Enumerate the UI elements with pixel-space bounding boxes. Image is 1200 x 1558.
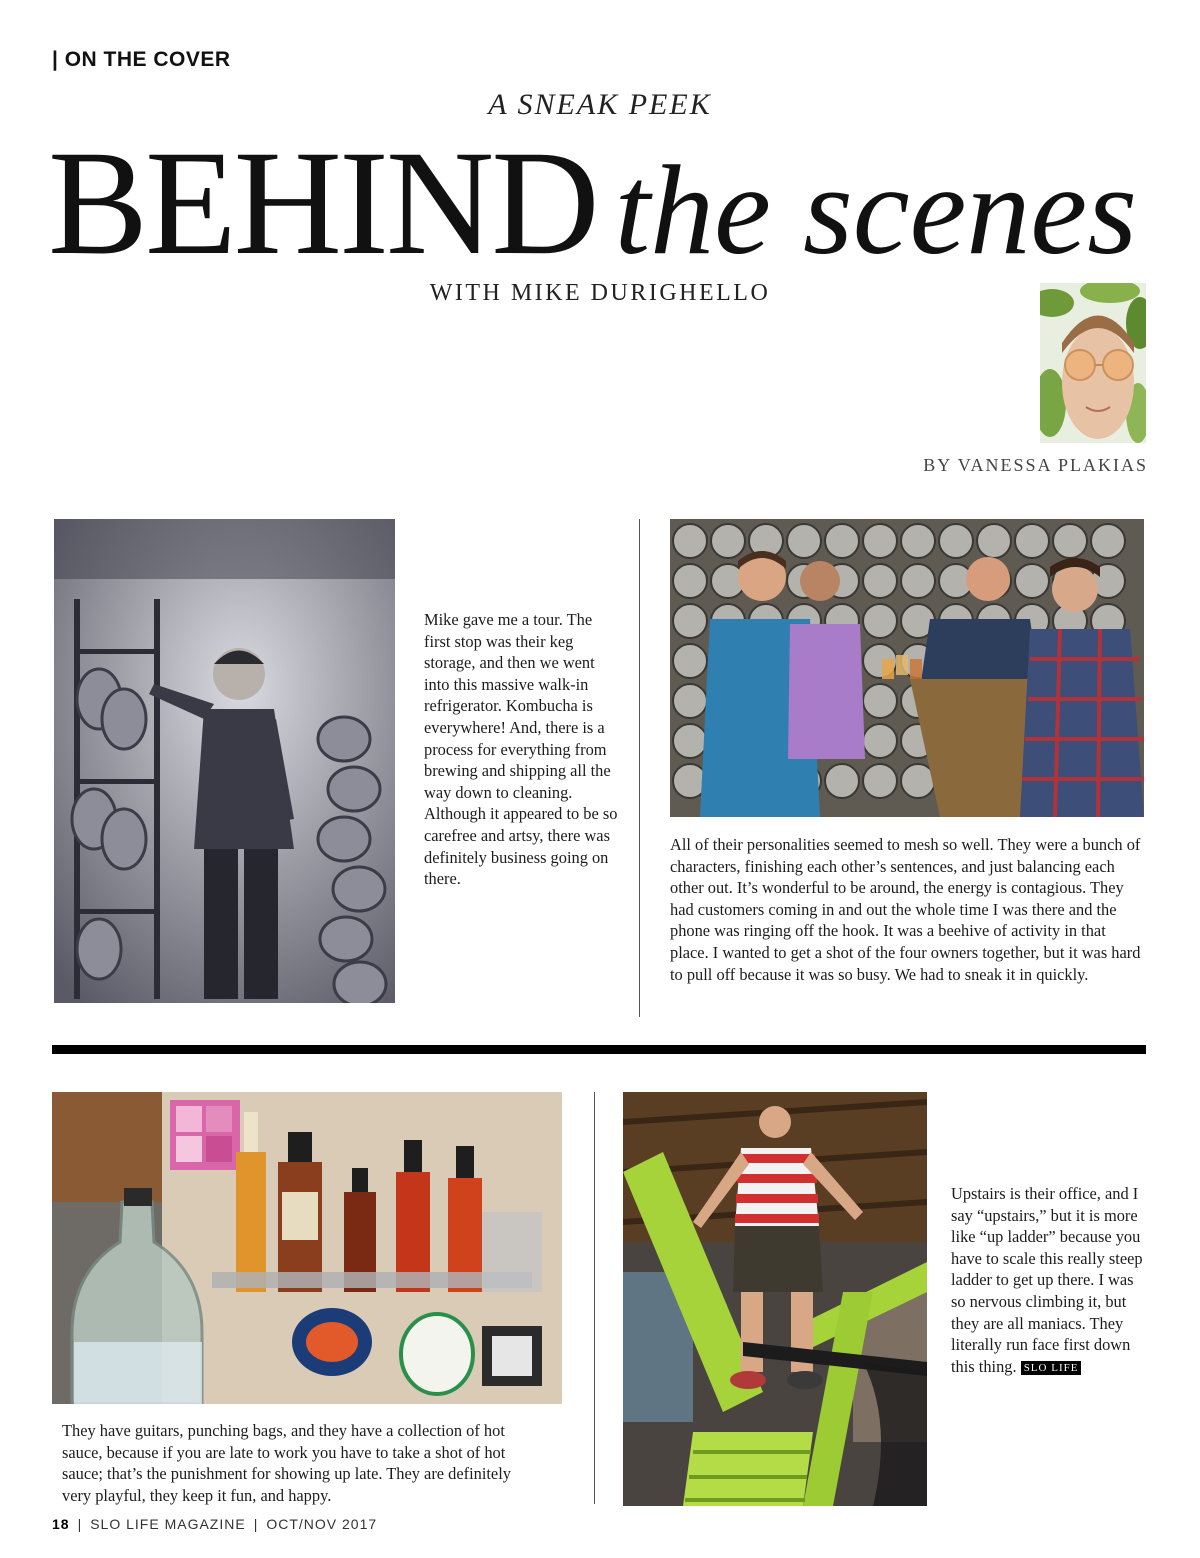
column-divider-bottom <box>594 1092 595 1504</box>
owners-group-photo <box>670 519 1144 817</box>
kicker: A SNEAK PEEK <box>488 88 712 121</box>
subhead: WITH MIKE DURIGHELLO <box>429 280 771 306</box>
paragraph-upstairs <box>951 1183 1147 1379</box>
keg-storage-photo <box>54 519 395 1003</box>
byline: BY VANESSA PLAKIAS <box>923 455 1148 475</box>
section-divider <box>52 1045 1146 1054</box>
end-tag: SLO LIFE <box>1021 1361 1082 1375</box>
page-footer <box>52 1516 377 1532</box>
author-portrait <box>1040 283 1146 443</box>
publication-name: SLO LIFE MAGAZINE <box>90 1516 246 1532</box>
footer-separator: | <box>253 1516 259 1532</box>
hot-sauce-photo <box>52 1092 562 1404</box>
headline-main: BEHIND <box>48 120 597 286</box>
issue-date: OCT/NOV 2017 <box>266 1516 378 1532</box>
paragraph-personalities: All of their personalities seemed to mesh so well. They were a bunch of characters, finishing each other’s sentences, and just balancing each other out. It’s wonderful to be around, the energy is contagious. They had customers coming in and out the whole time I was there and the phone was ringing off the hook. It was a beehive of activity in that place. I wanted to get a shot of the four owners together, but it was hard to pull off because it was so busy. We had to sneak it in quickly. <box>670 835 1141 984</box>
section-label: | ON THE COVER <box>52 48 231 71</box>
ladder-photo <box>623 1092 927 1506</box>
headline <box>48 120 1158 286</box>
paragraph-hot-sauce: They have guitars, punching bags, and they have a collection of hot sauce, because if you are late to work you have to take a shot of hot sauce; that’s the punishment for showing up late. They are definitely very playful, they keep it fun, and happy. <box>62 1421 511 1505</box>
paragraph-upstairs-text: Upstairs is their office, and I say “upstairs,” but it is more like “up ladder” because you have to scale this really steep ladder to get up there. I was so nervous climbing it, but they are all maniacs. They literally run face first down this thing. <box>951 1184 1143 1376</box>
column-divider <box>639 519 640 1017</box>
headline-script: the scenes <box>614 139 1138 281</box>
page-number: 18 <box>52 1516 70 1532</box>
footer-separator: | <box>77 1516 83 1532</box>
paragraph-tour: Mike gave me a tour. The first stop was their keg storage, and then we went into this massive walk-in refrigerator. Kombucha is everywhere! And, there is a process for everything from brewing and shipping all the way down to cleaning. Although it appeared to be so carefree and artsy, there was definitely business going on there. <box>424 610 618 889</box>
